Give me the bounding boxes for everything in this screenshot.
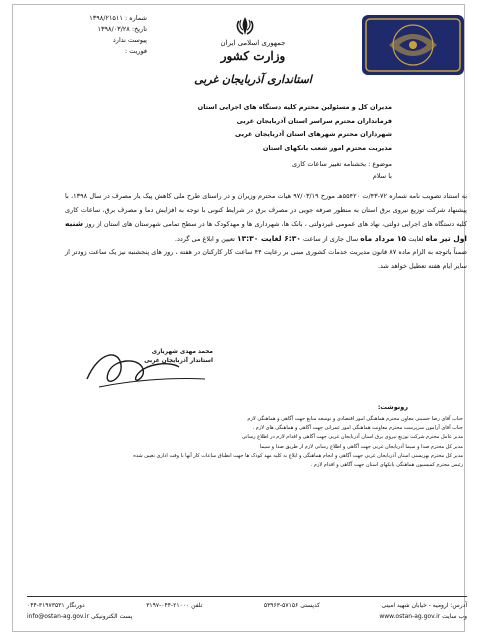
footer-line-1	[27, 600, 467, 611]
subject-block	[12, 158, 392, 182]
governorate-title: استانداری آذربایجان غربی	[194, 73, 312, 86]
date-label: تاریخ:	[131, 25, 147, 33]
recipient-line: مدیران کل و مسئولین محترم کلیه دستگاه های اجرایی استان	[197, 103, 392, 111]
letter-page	[12, 4, 468, 632]
letter-date: ۱۳۹۸/۰۳/۲۸	[97, 25, 130, 33]
cc-item: رئیس محترم کمیسیون هماهنگی بانکهای استان جهت آگاهی و اقدام لازم .	[310, 462, 463, 469]
cc-item: جناب آقای رضا حسینی معاون محترم هماهنگی امور اقتصادی و توسعه منابع جهت آگاهی و هماهنگی لازم	[247, 416, 463, 422]
number-row	[27, 13, 147, 24]
body-paragraph-2: ضمناً باتوجه به الزام ماده ۸۷ قانون مدیریت خدمات کشوری مبنی بر رعایت ۴۴ ساعت کار کارکنان در هفته ، روز های پنجشنبه نیز یک ساعت زودتر از سایر ایام هفته تعطیل خواهد شد.	[65, 248, 467, 270]
letter-number: ۱۳۹۸/۲۱۵۱۱	[89, 14, 123, 22]
ministry-title: وزارت کشور	[220, 49, 286, 63]
governorate-seal-logo	[359, 13, 467, 77]
body-paragraph-text: لغایت	[408, 234, 424, 243]
body-paragraph-text: سال جاری از ساعت	[303, 234, 359, 243]
footer-website: وب سایت www.ostan-ag.gov.ir	[379, 613, 467, 620]
signatory	[143, 348, 213, 366]
recipients-block	[12, 101, 392, 155]
footer-phone: تلفن ۲۱۰۰۰-۰۴۴-۳۱۹۷	[146, 602, 203, 609]
cc-item: مدیر عامل محترم شرکت توزیع نیروی برق استان آذربایجان غربی جهت آگاهی و اقدام لازم در اطلاع رسانی	[241, 434, 463, 441]
footer	[27, 600, 467, 622]
footer-fax: دورنگار ۳۱۹۷۳۵۳۱-۰۴۴	[27, 602, 85, 609]
cc-title: رونوشت:	[377, 403, 408, 411]
footer-postal-code: کدپستی ۵۷۱۵۶-۵۳۹۶۳	[263, 602, 321, 609]
start-date-highlight: شنبه اول تیر ماه	[65, 219, 467, 243]
cc-item: مدیر کل محترم بهزیستی استان آذربایجان غربی جهت آگاهی و انجام هماهنگی و ابلاغ به کلیه مهد کودک ها جهت انطباق ساعات کار آنها با وقت اداری تعیین شده	[133, 452, 463, 459]
iran-emblem-icon	[234, 15, 256, 37]
urgency-label: فوریت :	[124, 47, 147, 55]
cc-item: جناب آقای آرامون سرپرست محترم معاونت هماهنگی امور عمرانی جهت آگاهی و هماهنگی های لازم .	[252, 425, 463, 432]
state-motto: جمهوری اسلامی ایران	[220, 39, 286, 47]
signatory-title: استاندار آذربایجان غربی	[144, 358, 213, 364]
cc-item: مدیر کل محترم صدا و سیما آذربایجان غربی جهت آگاهی و اطلاع رسانی لازم از طریق صدا و سیما	[259, 443, 463, 450]
letter-meta	[27, 13, 147, 57]
footer-line-2	[27, 611, 467, 622]
greeting: با سلام	[372, 172, 392, 180]
number-label: شماره :	[125, 14, 147, 22]
recipient-line: فرمانداران محترم سراسر استان آذربایجان غربی	[236, 116, 392, 125]
recipient-line: شهرداران محترم شهرهای استان آذربایجان غربی	[235, 130, 392, 138]
work-hours-highlight: ۶:۳۰ لغایت ۱۳:۳۰	[237, 233, 301, 243]
body-paragraph-text: به استناد تصویب نامه شماره ۷۲-۴۳/ت ۵۵۴۲۰هـ مورخ ۹۷/۰۳/۱۹ هیات محترم وزیران و در راستای طرح ملی کاهش پیک بار مصرف در سال ۱۳۹۸، با پیشنهاد شرکت توزیع نیروی برق استان به منظور صرفه جویی در مصرف برق در شرایط کنونی با توجه به افزایش دما و مصرف برق، ساعات کاری کلیه دستگاه های اجرایی دولتی، نهاد های عمومی غیردولتی ، بانک ها، شهرداری ها و مهدکودک ها در سطح تمامی شهرستان های استان از روز	[65, 192, 468, 228]
date-row	[27, 24, 147, 35]
cc-list	[43, 415, 463, 470]
subject-line: موضوع : بخشنامه تغییر ساعات کاری	[292, 160, 392, 168]
footer-divider	[27, 596, 467, 597]
footer-email: پست الکترونیکی info@ostan-ag.gov.ir	[27, 613, 133, 620]
end-date-highlight: ۱۵ مرداد ماه	[360, 233, 407, 243]
recipient-line: مدیریت محترم امور شعب بانکهای استان	[262, 143, 392, 152]
letter-body	[65, 190, 467, 273]
footer-address: آدرس: ارومیه - خیابان شهید امینی	[381, 602, 467, 609]
body-paragraph-text: تعیین و ابلاغ می گردد.	[174, 234, 235, 243]
attachment-status: پیوست ندارد	[112, 36, 147, 44]
signatory-name: محمد مهدی شهریاری	[151, 349, 213, 355]
